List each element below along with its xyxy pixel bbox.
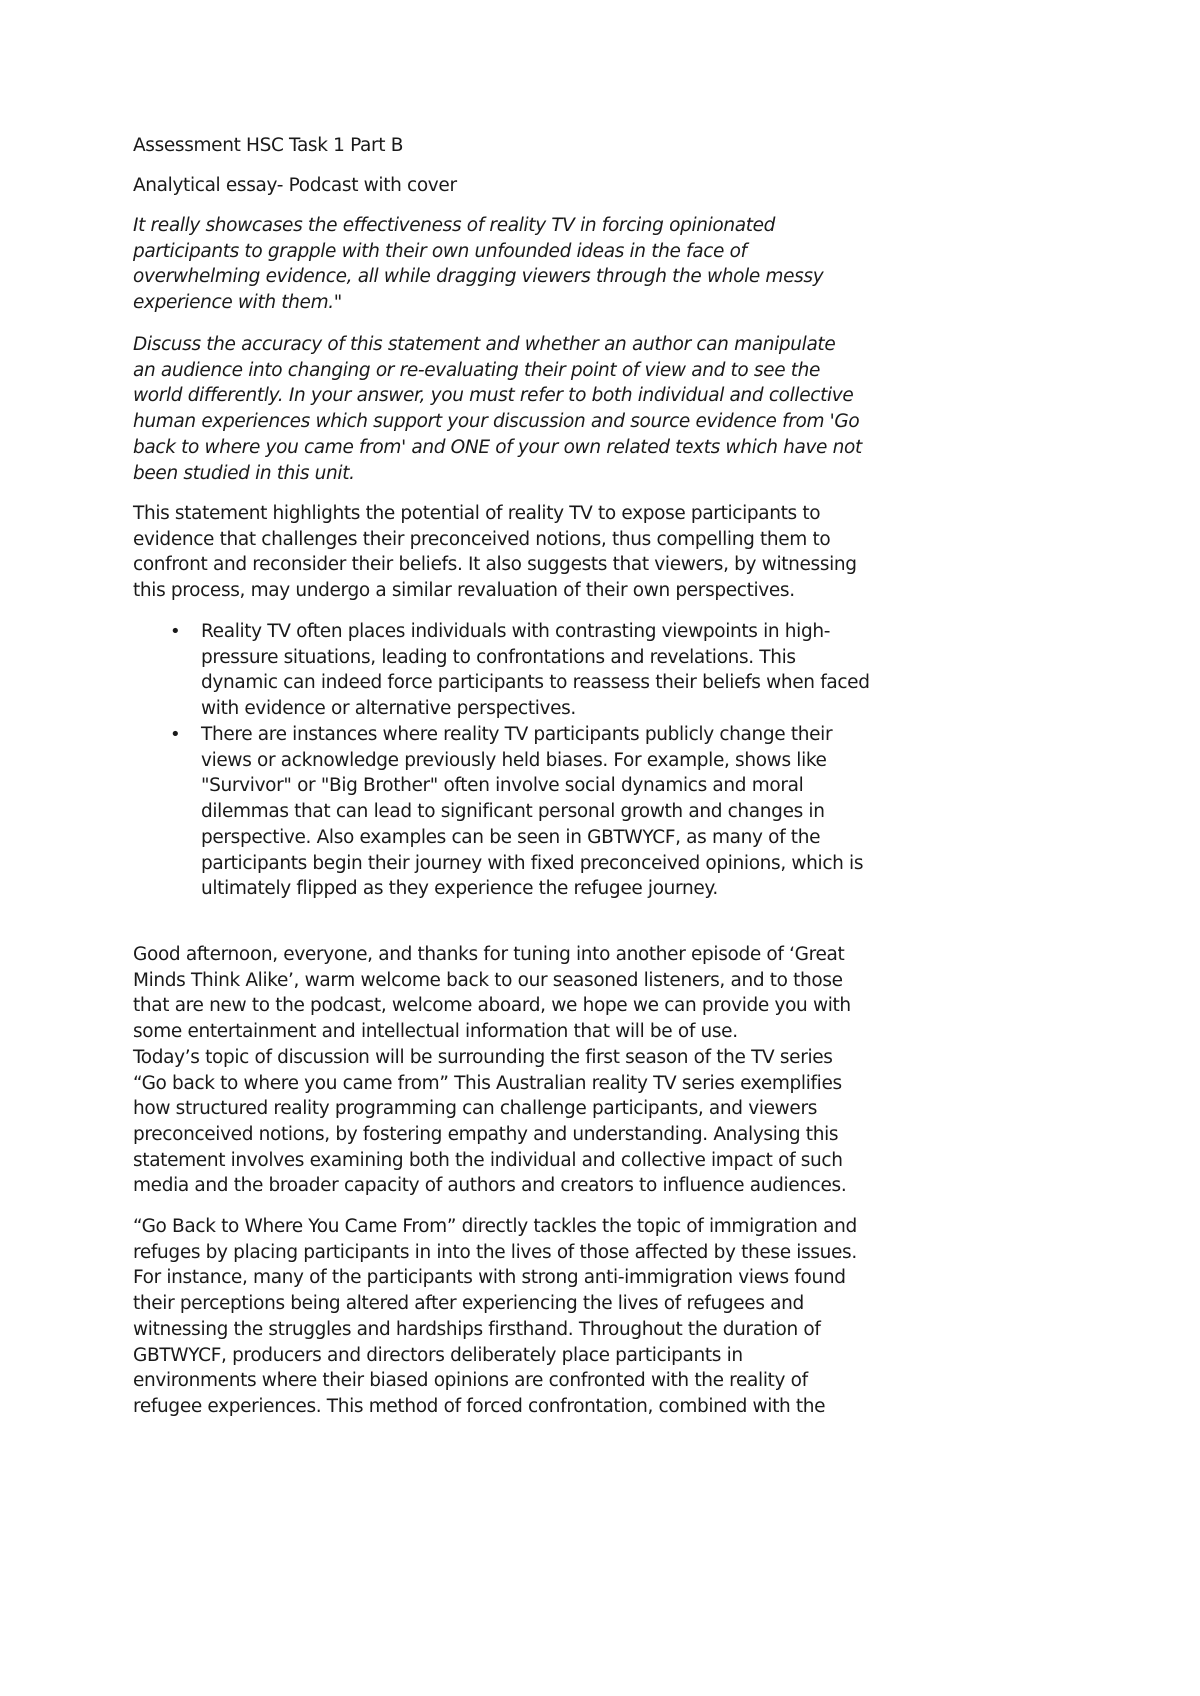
text-line: It really showcases the effectiveness of reality TV in forcing opinionated xyxy=(133,215,776,236)
text-line: views or acknowledge previously held biases. For example, shows like xyxy=(201,749,827,771)
bullet-item xyxy=(201,619,870,722)
text-line: refuges by placing participants in into the lives of those affected by these issues. xyxy=(133,1241,857,1263)
text-line: environments where their biased opinions are confronted with the reality of xyxy=(133,1370,808,1392)
text-line: "Survivor" or "Big Brother" often involve social dynamics and moral xyxy=(201,775,804,797)
text-line: how structured reality programming can challenge participants, and viewers xyxy=(133,1098,817,1120)
text-line: back to where you came from' and ONE of your own related texts which have not xyxy=(133,436,862,458)
text-line: media and the broader capacity of authors and creators to influence audiences. xyxy=(133,1175,847,1197)
text-line: This statement highlights the potential of reality TV to expose participants to xyxy=(133,503,821,524)
body-paragraph xyxy=(133,1214,857,1420)
text-line: statement involves examining both the individual and collective impact of such xyxy=(133,1149,843,1171)
text-line: overwhelming evidence, all while dragging viewers through the whole messy xyxy=(133,266,824,288)
document-subtitle: Analytical essay- Podcast with cover xyxy=(133,175,457,196)
text-line: Reality TV often places individuals with contrasting viewpoints in high- xyxy=(201,621,831,642)
bullet-item xyxy=(201,722,863,902)
quote-paragraph xyxy=(133,213,823,316)
text-line: participants to grapple with their own unfounded ideas in the face of xyxy=(133,240,747,262)
text-line: that are new to the podcast, welcome aboard, we hope we can provide you with xyxy=(133,995,851,1017)
question-paragraph xyxy=(133,332,862,486)
text-line: There are instances where reality TV participants publicly change their xyxy=(201,724,833,745)
document-title: Assessment HSC Task 1 Part B xyxy=(133,135,404,156)
text-line: “Go Back to Where You Came From” directly tackles the topic of immigration and xyxy=(133,1216,857,1237)
text-line: Good afternoon, everyone, and thanks for tuning into another episode of ‘Great xyxy=(133,944,845,965)
text-line: “Go back to where you came from” This Australian reality TV series exemplifies xyxy=(133,1072,842,1094)
text-line: human experiences which support your discussion and source evidence from 'Go xyxy=(133,411,860,433)
text-line: refugee experiences. This method of forced confrontation, combined with the xyxy=(133,1395,826,1417)
text-line: participants begin their journey with fixed preconceived opinions, which is xyxy=(201,852,864,874)
text-line: Discuss the accuracy of this statement and whether an author can manipulate xyxy=(133,334,836,355)
text-line: some entertainment and intellectual information that will be of use. xyxy=(133,1021,738,1043)
text-line: perspective. Also examples can be seen in GBTWYCF, as many of the xyxy=(201,826,821,848)
text-line: Minds Think Alike’, warm welcome back to our seasoned listeners, and to those xyxy=(133,969,843,991)
bullet-icon: • xyxy=(170,724,181,745)
text-line: confront and reconsider their beliefs. It also suggests that viewers, by witnessing xyxy=(133,554,857,576)
text-line: witnessing the struggles and hardships firsthand. Throughout the duration of xyxy=(133,1318,821,1340)
text-line: been studied in this unit. xyxy=(133,462,355,484)
text-line: Today’s topic of discussion will be surrounding the first season of the TV series xyxy=(133,1046,833,1068)
text-line: this process, may undergo a similar revaluation of their own perspectives. xyxy=(133,580,795,602)
text-line: world differently. In your answer, you must refer to both individual and collective xyxy=(133,385,854,407)
text-line: with evidence or alternative perspectives. xyxy=(201,698,576,720)
text-line: For instance, many of the participants with strong anti-immigration views found xyxy=(133,1267,846,1289)
text-line: preconceived notions, by fostering empathy and understanding. Analysing this xyxy=(133,1123,839,1145)
text-line: pressure situations, leading to confrontations and revelations. This xyxy=(201,646,796,668)
podcast-intro-paragraph xyxy=(133,942,851,1199)
text-line: experience with them." xyxy=(133,292,342,314)
intro-paragraph xyxy=(133,501,857,604)
text-line: evidence that challenges their preconceived notions, thus compelling them to xyxy=(133,528,831,550)
text-line: GBTWYCF, producers and directors deliberately place participants in xyxy=(133,1344,743,1366)
text-line: dynamic can indeed force participants to reassess their beliefs when faced xyxy=(201,672,870,694)
text-line: their perceptions being altered after experiencing the lives of refugees and xyxy=(133,1293,804,1315)
bullet-icon: • xyxy=(170,621,181,642)
text-line: ultimately flipped as they experience the refugee journey. xyxy=(201,878,718,900)
text-line: an audience into changing or re-evaluating their point of view and to see the xyxy=(133,359,821,381)
text-line: dilemmas that can lead to significant personal growth and changes in xyxy=(201,801,825,823)
